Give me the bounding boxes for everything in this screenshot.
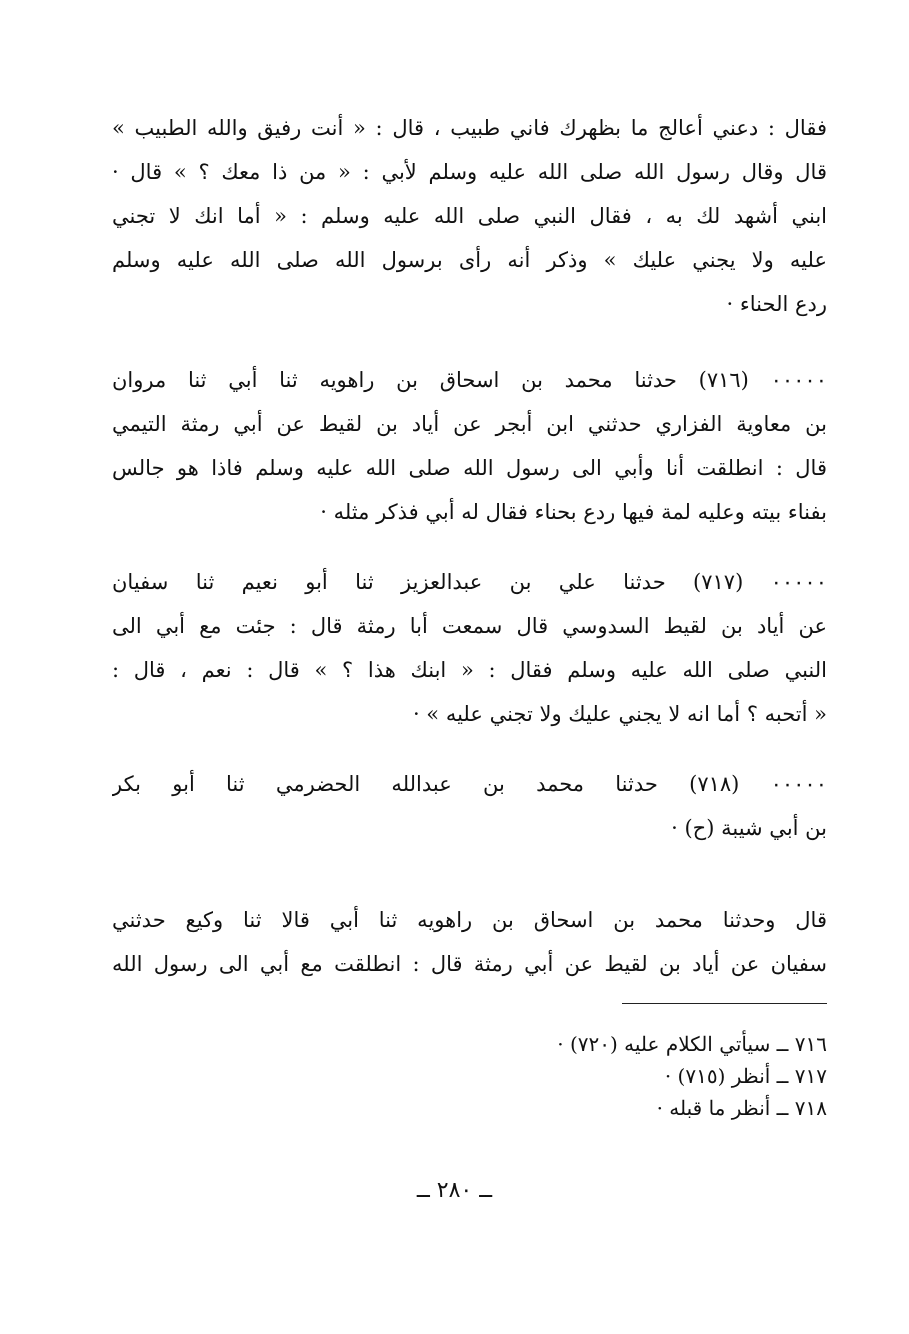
paragraph-1 [112,106,827,326]
text-line: ردع الحناء · [726,292,827,316]
footnote-716: ٧١٦ ــ سيأتي الكلام عليه (٧٢٠) · [557,1032,827,1056]
footnote-718: ٧١٨ ــ أنظر ما قبله · [656,1096,827,1120]
text-line: ابني أشهد لك به ، فقال النبي صلى الله عليه وسلم : « أما انك لا تجني [112,204,827,228]
text-line: عن أياد بن لقيط السدوسي قال سمعت أبا رمثة قال : جئت مع أبي الى [112,614,827,638]
paragraph-717 [112,560,827,736]
footnotes [557,1028,827,1124]
footnote-divider [622,1003,827,1004]
footnote-717: ٧١٧ ــ أنظر (٧١٥) · [664,1064,827,1088]
text-line: بن معاوية الفزاري حدثني ابن أبجر عن أياد بن لقيط عن أبي رمثة التيمي [112,412,827,436]
page-number: ــ ٢٨٠ ــ [416,1178,493,1203]
text-line: « أتحبه ؟ أما انه لا يجني عليك ولا تجني عليه » · [412,702,827,726]
text-line: عليه ولا يجني عليك » وذكر أنه رأى برسول الله صلى الله عليه وسلم [112,248,827,272]
text-line: قال : انطلقت أنا وأبي الى رسول الله صلى الله عليه وسلم فاذا هو جالس [112,456,827,480]
text-line: ٠٠٠٠٠ (٧١٧) حدثنا علي بن عبدالعزيز ثنا أبو نعيم ثنا سفيان [112,570,827,594]
text-line: النبي صلى الله عليه وسلم فقال : « ابنك هذا ؟ » قال : نعم ، قال : [112,658,827,682]
text-line: ٠٠٠٠٠ (٧١٦) حدثنا محمد بن اسحاق بن راهويه ثنا أبي ثنا مروان [112,368,827,392]
text-line: قال وقال رسول الله صلى الله عليه وسلم لأبي : « من ذا معك ؟ » قال · [112,160,827,184]
text-line: فقال : دعني أعالج ما بظهرك فاني طبيب ، قال : « أنت رفيق والله الطبيب » [112,116,827,140]
text-line: قال وحدثنا محمد بن اسحاق بن راهويه ثنا أبي قالا ثنا وكيع حدثني [112,908,827,932]
text-line: ٠٠٠٠٠ (٧١٨) حدثنا محمد بن عبدالله الحضرمي ثنا أبو بكر [112,772,827,796]
text-line: بفناء بيته وعليه لمة فيها ردع بحناء فقال له أبي فذكر مثله · [320,500,827,524]
paragraph-5 [112,898,827,986]
paragraph-718 [112,762,827,850]
text-line: سفيان عن أياد بن لقيط عن أبي رمثة قال : انطلقت مع أبي الى رسول الله [112,952,827,976]
text-line: بن أبي شيبة (ح) · [671,816,827,840]
paragraph-716 [112,358,827,534]
